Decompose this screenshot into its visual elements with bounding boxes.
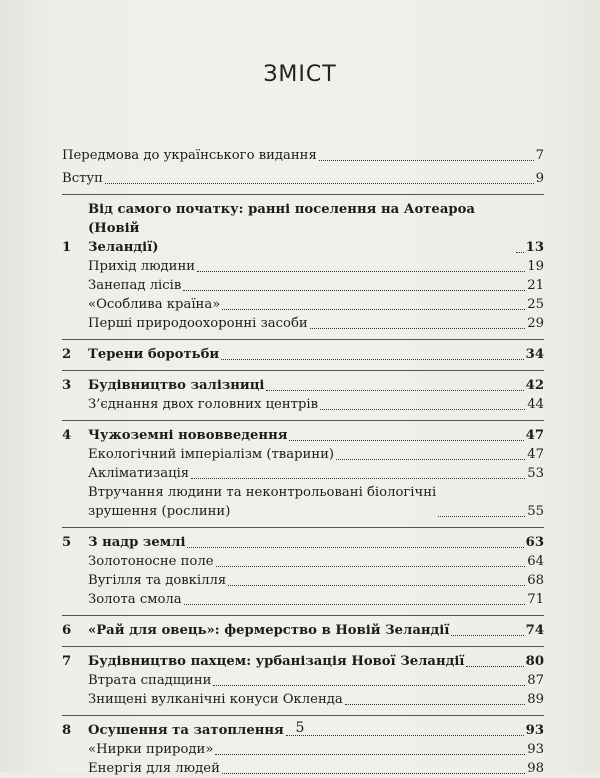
leader-dots <box>466 666 523 667</box>
leader-dots <box>221 359 523 360</box>
entry-page: 71 <box>527 592 544 607</box>
table-of-contents <box>62 146 544 778</box>
chapter-block-1 <box>62 194 544 333</box>
entry-label: Прихід людини <box>88 259 196 274</box>
chapter-block-4 <box>62 420 544 521</box>
toc-chapter-3[interactable] <box>62 376 544 395</box>
page-title: ЗМІСТ <box>263 62 337 87</box>
leader-dots <box>336 459 525 460</box>
toc-section[interactable] <box>62 295 544 314</box>
toc-section[interactable] <box>62 590 544 609</box>
chapter-block-7 <box>62 646 544 709</box>
chapter-number: 2 <box>62 347 72 362</box>
toc-section[interactable] <box>62 445 544 464</box>
entry-label: Енергія для людей <box>88 761 220 776</box>
leader-dots <box>266 390 523 391</box>
entry-label: Перші природоохоронні засоби <box>88 316 308 331</box>
entry-page: 42 <box>525 378 544 393</box>
entry-page: 63 <box>525 535 544 550</box>
toc-section[interactable] <box>62 464 544 483</box>
chapter-number: 1 <box>62 240 72 255</box>
entry-label: «Особлива країна» <box>88 297 221 312</box>
entry-page: 80 <box>525 654 544 669</box>
toc-entry-preface[interactable] <box>62 146 544 165</box>
entry-page: 21 <box>527 278 544 293</box>
chapter-number: 6 <box>62 623 72 638</box>
entry-page: 89 <box>527 692 544 707</box>
toc-entry-intro[interactable] <box>62 169 544 188</box>
entry-label: «Нирки природи» <box>88 742 214 757</box>
entry-label: Будівництво залізниці <box>88 378 265 393</box>
toc-chapter-6[interactable] <box>62 621 544 640</box>
leader-dots <box>191 478 525 479</box>
entry-page: 93 <box>525 723 544 738</box>
leader-dots <box>213 685 525 686</box>
leader-dots <box>222 309 525 310</box>
chapter-block-6 <box>62 615 544 640</box>
entry-label: Вугілля та довкілля <box>88 573 227 588</box>
entry-page: 25 <box>527 297 544 312</box>
entry-page: 68 <box>527 573 544 588</box>
entry-label: Будівництво пахцем: урбанізація Нової Зеландії <box>88 654 465 669</box>
entry-page: 13 <box>525 240 544 255</box>
toc-section[interactable] <box>62 314 544 333</box>
chapter-block-2 <box>62 339 544 364</box>
entry-label: Втручання людини та неконтрольовані біологічні зрушення (рослини) <box>88 485 437 519</box>
toc-section[interactable] <box>62 571 544 590</box>
leader-dots <box>197 271 525 272</box>
chapter-number: 7 <box>62 654 72 669</box>
leader-dots <box>345 704 525 705</box>
leader-dots <box>451 635 523 636</box>
entry-page: 34 <box>525 347 544 362</box>
toc-section[interactable] <box>62 759 544 778</box>
chapter-number: 8 <box>62 723 72 738</box>
chapter-number: 3 <box>62 378 72 393</box>
entry-label: Екологічний імперіалізм (тварини) <box>88 447 335 462</box>
entry-label: Втрата спадщини <box>88 673 212 688</box>
entry-label: Знищені вулканічні конуси Окленда <box>88 692 343 707</box>
entry-label: Золотоносне поле <box>88 554 214 569</box>
entry-label: Від самого початку: ранні поселення на Аотеароа (Новій Зеландії) <box>88 202 475 255</box>
leader-dots <box>310 328 526 329</box>
chapter-number: 4 <box>62 428 72 443</box>
toc-section[interactable] <box>62 671 544 690</box>
entry-page: 7 <box>535 148 544 163</box>
toc-section[interactable] <box>62 690 544 709</box>
entry-page: 53 <box>527 466 544 481</box>
entry-label: «Рай для овець»: фермерство в Новій Зеландії <box>88 623 450 638</box>
leader-dots <box>216 566 526 567</box>
entry-page: 19 <box>527 259 544 274</box>
toc-chapter-7[interactable] <box>62 652 544 671</box>
toc-chapter-5[interactable] <box>62 533 544 552</box>
entry-label: Занепад лісів <box>88 278 182 293</box>
leader-dots <box>184 604 526 605</box>
entry-page: 29 <box>527 316 544 331</box>
toc-section[interactable] <box>62 552 544 571</box>
toc-section[interactable] <box>62 740 544 759</box>
leader-dots <box>516 252 524 253</box>
chapter-number: 5 <box>62 535 72 550</box>
leader-dots <box>222 773 525 774</box>
entry-page: 47 <box>525 428 544 443</box>
leader-dots <box>319 160 534 161</box>
leader-dots <box>187 547 523 548</box>
toc-chapter-4[interactable] <box>62 426 544 445</box>
entry-label: Золота смола <box>88 592 182 607</box>
leader-dots <box>320 409 525 410</box>
entry-label: Осушення та затоплення <box>88 723 284 738</box>
entry-label: З надр землі <box>88 535 186 550</box>
toc-chapter-2[interactable] <box>62 345 544 364</box>
entry-page: 44 <box>527 397 544 412</box>
chapter-block-3 <box>62 370 544 414</box>
toc-section[interactable] <box>62 395 544 414</box>
leader-dots <box>438 516 525 517</box>
toc-chapter-1[interactable] <box>62 200 544 257</box>
entry-page: 55 <box>527 504 544 519</box>
entry-label: Вступ <box>62 171 103 186</box>
leader-dots <box>228 585 525 586</box>
entry-page: 87 <box>527 673 544 688</box>
entry-page: 93 <box>527 742 544 757</box>
leader-dots <box>215 754 525 755</box>
leader-dots <box>183 290 525 291</box>
chapter-block-5 <box>62 527 544 609</box>
toc-section[interactable] <box>62 483 544 521</box>
entry-page: 47 <box>527 447 544 462</box>
toc-section[interactable] <box>62 276 544 295</box>
entry-page: 98 <box>527 761 544 776</box>
toc-section[interactable] <box>62 257 544 276</box>
entry-page: 9 <box>535 171 544 186</box>
entry-label: Акліматизація <box>88 466 190 481</box>
entry-label: Чужоземні нововведення <box>88 428 288 443</box>
entry-label: Терени боротьби <box>88 347 220 362</box>
entry-page: 64 <box>527 554 544 569</box>
entry-label: З’єднання двох головних центрів <box>88 397 319 412</box>
leader-dots <box>105 183 534 184</box>
leader-dots <box>289 440 523 441</box>
page-number: 5 <box>295 720 305 736</box>
entry-page: 74 <box>525 623 544 638</box>
entry-label: Передмова до українського видання <box>62 148 317 163</box>
